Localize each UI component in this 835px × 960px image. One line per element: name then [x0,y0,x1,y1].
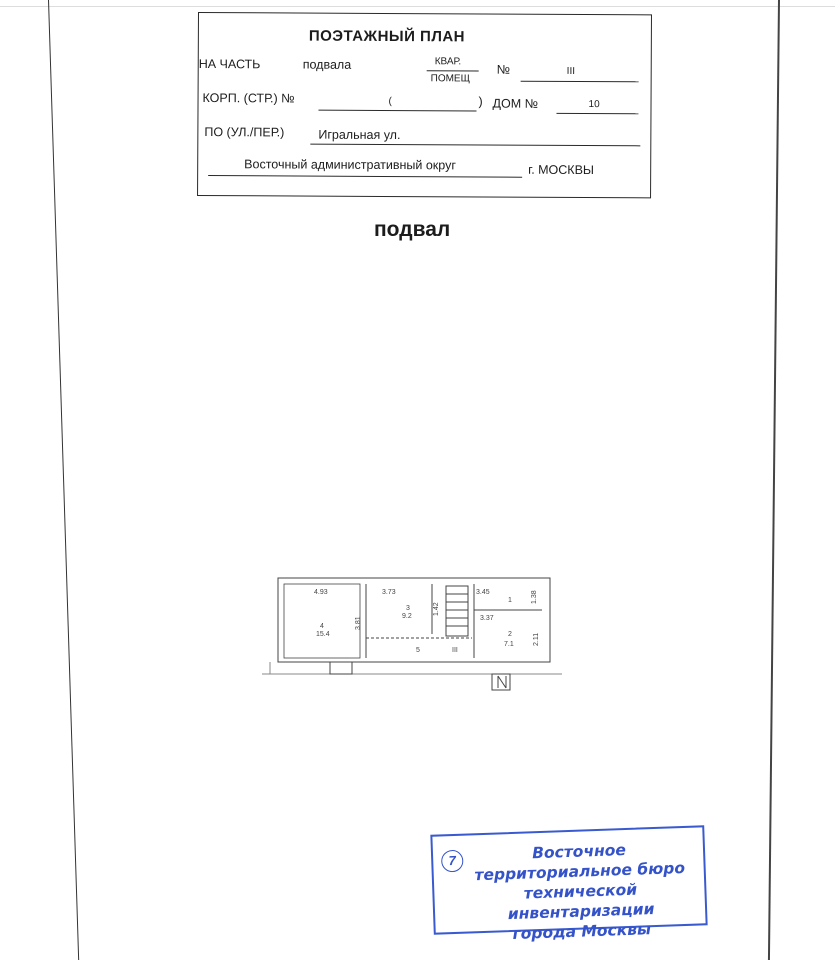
sheet-top-edge [0,6,835,7]
stamp-number: 7 [441,850,464,873]
korp-close: ) [478,94,483,109]
number-sign: № [496,62,511,77]
sheet-right-edge [768,0,780,960]
street-underline [310,144,640,147]
korp-value: ( [388,95,392,108]
na-chast-label: НА ЧАСТЬ [198,57,261,72]
title-block [197,12,652,198]
room-3-number: 3 [406,605,410,612]
city-name: г. МОСКВЫ [528,162,595,178]
plan-title: ПОЭТАЖНЫЙ ПЛАН [308,27,466,46]
street-value: Игральная ул. [318,127,401,143]
room-4-number: 4 [320,623,324,630]
number-value: III [566,65,576,77]
entrance-pit [492,674,510,690]
street-label: ПО (УЛ./ПЕР.) [204,125,285,140]
number-underline [521,81,639,83]
room-4-area: 15.4 [316,631,330,638]
dom-value: 10 [588,99,600,111]
pit-mark [498,676,506,688]
room-1-number: 1 [508,597,512,604]
kvar-label: КВАР. [434,56,462,68]
stamp-line: Восточное [531,841,627,863]
district-name: Восточный административный округ [244,157,456,173]
dom-underline [556,113,638,114]
floor-title: подвал [374,218,451,241]
room-3-width: 3.73 [382,589,396,596]
section-label: III [452,647,458,654]
stamp-line: города Москвы [512,920,652,943]
na-chast-value: подвала [302,57,352,72]
stamp-line: технической инвентаризации [507,880,655,924]
room-4-height: 3.81 [355,616,362,630]
sheet-left-edge [14,0,79,960]
korp-label: КОРП. (СТР.) № [202,91,295,106]
dom-label: ДОМ № [492,96,539,111]
floor-plan [262,572,562,697]
entrance-left [330,662,352,674]
pomesch-label: ПОМЕЩ [430,73,471,85]
room-1-width: 3.45 [476,589,490,596]
district-underline [208,175,522,178]
room-2-area: 7.1 [504,641,514,648]
korp-underline [318,110,476,112]
room-2-number: 2 [508,631,512,638]
room-2-width: 3.37 [480,615,494,622]
bti-stamp [430,825,707,943]
room-4-width: 4.93 [314,589,328,596]
corridor-height: 1.42 [433,602,440,616]
room-3-area: 9.2 [402,613,412,620]
kvar-divider [427,70,479,71]
stamp-line: территориальное бюро [474,858,686,885]
room-5-number: 5 [416,647,420,654]
room-2-height: 2.11 [533,632,540,646]
room-1-height: 1.38 [531,590,538,604]
